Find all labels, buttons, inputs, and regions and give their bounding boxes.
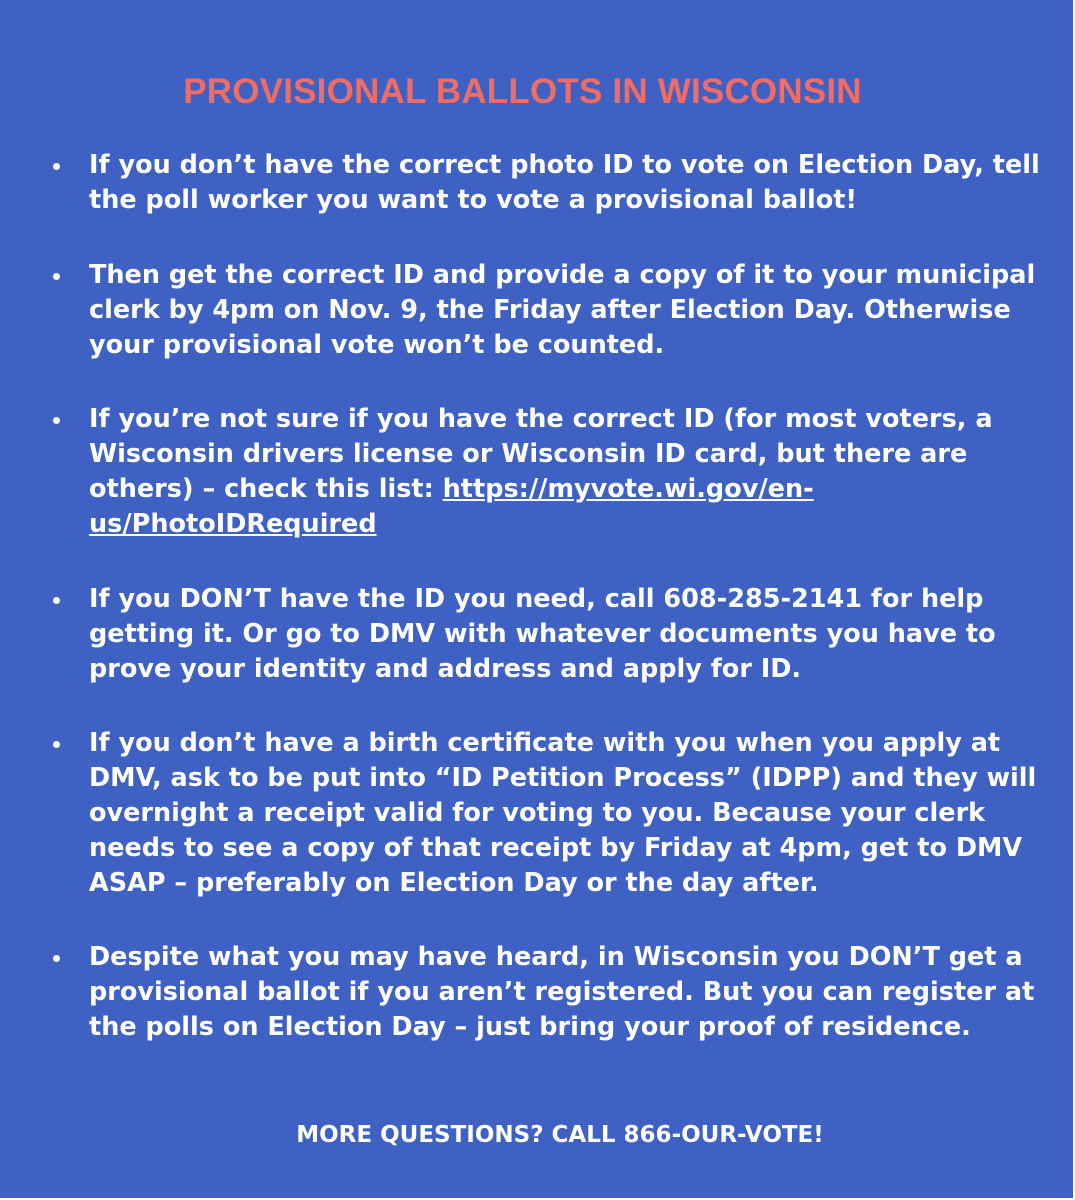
bullet-text: If you don’t have the correct photo ID to vote on Election Day, tell the poll worker you want to vote a provisional ballot! [89, 150, 1040, 215]
bullet-item-check-list [89, 402, 1059, 542]
photo-id-list-link[interactable]: https://myvote.wi.gov/en-us/PhotoIDRequired [89, 474, 814, 539]
bullet-dot-icon [53, 417, 60, 424]
bullet-text: If you don’t have a birth certificate with you when you apply at DMV, ask to be put into “ID Petition Process” (IDPP) and they will overnight a receipt valid for voting to you. Because your clerk needs to see a copy of that receipt by Friday at 4pm, get to DMV ASAP – preferably on Election Day or the day after. [89, 728, 1037, 898]
bullet-text: If you DON’T have the ID you need, call 608-285-2141 for help getting it. Or go to DMV with whatever documents you have to prove your identity and address and apply for ID. [89, 584, 996, 684]
bullet-text: Despite what you may have heard, in Wisconsin you DON’T get a provisional ballot if you aren’t registered. But you can register at the polls on Election Day – just bring your proof of residence. [89, 942, 1035, 1042]
flyer-title: PROVISIONAL BALLOTS IN WISCONSIN [183, 72, 862, 111]
bullet-text: Then get the correct ID and provide a copy of it to your municipal clerk by 4pm on Nov. 9, the Friday after Election Day. Otherwise your provisional vote won’t be counted. [89, 260, 1036, 360]
bullet-dot-icon [53, 741, 60, 748]
bullet-item-get-id-help [89, 582, 1059, 687]
bullet-item-photo-id [89, 148, 1059, 218]
bullet-dot-icon [53, 955, 60, 962]
bullet-item-clerk-deadline [89, 258, 1059, 363]
bullet-dot-icon [53, 163, 60, 170]
bullet-item-registration [89, 940, 1059, 1045]
bullet-item-idpp [89, 726, 1059, 901]
footer-call-line: MORE QUESTIONS? CALL 866-OUR-VOTE! [296, 1122, 824, 1148]
bullet-dot-icon [53, 597, 60, 604]
bullet-text: If you’re not sure if you have the correct ID (for most voters, a Wisconsin drivers license or Wisconsin ID card, but there are others) – check this list: [89, 404, 993, 504]
bullet-dot-icon [53, 273, 60, 280]
